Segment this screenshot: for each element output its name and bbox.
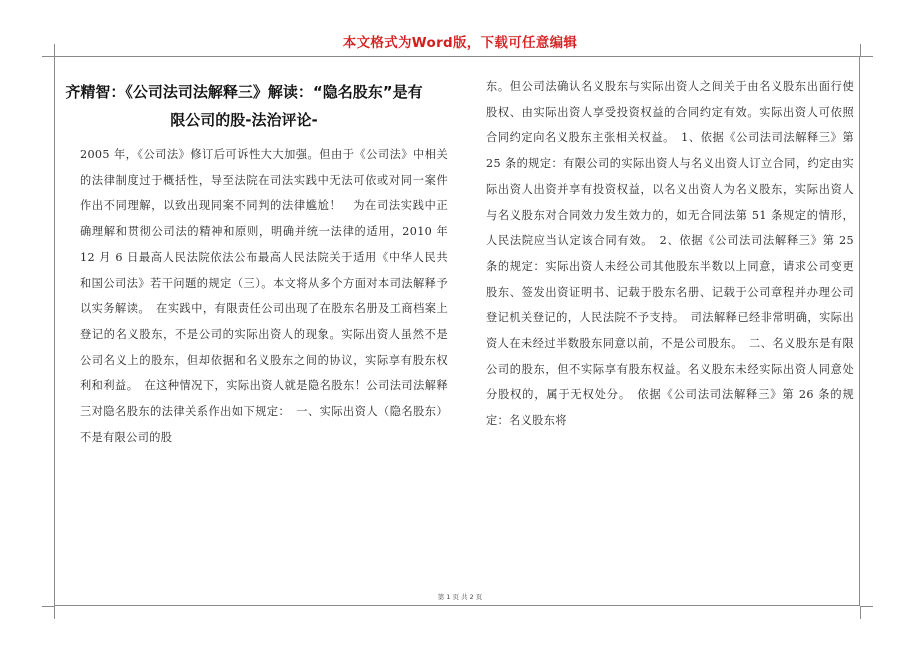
crop-mark-top-right: [860, 44, 873, 57]
right-column: [486, 74, 854, 434]
left-column-text: 2005 年，《公司法》修订后可诉性大大加强。但由于《公司法》中相关的法律制度过于概括性，导至法院在司法实践中无法可依或对同一案件作出不同理解，以致出现同案不同判的法律尴尬！ 为在司法实践中正确理解和贯彻公司法的精神和原则，明确并统一法律的适用，2010 年 12 月 6 日最高人民法院依法公布最高人民法院关于适用《中华人民共和国公司法》若干问题的规定（三）。本文将从多个方面对本司法解释予以实务解读。 在实践中，有限责任公司出现了在股东名册及工商档案上登记的名义股东，不是公司的实际出资人的现象。实际出资人虽然不是公司名义上的股东，但却依据和名义股东之间的协议，实际享有股东权利和利益。 在这种情况下，实际出资人就是隐名股东！公司法司法解释三对隐名股东的法律关系作出如下规定： 一、实际出资人（隐名股东）不是有限公司的股: [80, 148, 448, 444]
right-column-text: 东。但公司法确认名义股东与实际出资人之间关于由名义股东出面行使股权、由实际出资人享受投资权益的合同约定有效。实际出资人可依照合同约定向名义股东主张相关权益。 1、依据《公司法司法解释三》第 25 条的规定：有限公司的实际出资人与名义出资人订立合同，约定由实际出资人出资并享有投资权益，以名义出资人为名义股东，实际出资人与名义股东对合同效力发生效力的，如无合同法第 51 条规定的情形，人民法院应当认定该合同有效。 2、依据《公司法司法解释三》第 25 条的规定：实际出资人未经公司其他股东半数以上同意，请求公司变更股东、签发出资证明书、记载于股东名册、记载于公司章程并办理公司登记机关登记的，人民法院不予支持。 司法解释已经非常明确，实际出资人在未经过半数股东同意以前，不是公司股东。 二、名义股东是有限公司的股东，但不实际享有股东权益。名义股东未经实际出资人同意处分股权的，属于无权处分。 依据《公司法司法解释三》第 26 条的规定：名义股东将: [486, 80, 854, 428]
page-number: 第 1 页 共 2 页: [437, 593, 483, 601]
document-title: 齐精智：《公司法司法解释三》解读：“隐名股东”是有限公司的股-法治评论-: [65, 83, 423, 129]
crop-mark-bottom-right: [860, 606, 873, 619]
download-banner: 本文格式为Word版，下载可任意编辑: [342, 35, 578, 51]
left-column: [65, 78, 448, 450]
crop-mark-bottom-left: [42, 606, 55, 619]
